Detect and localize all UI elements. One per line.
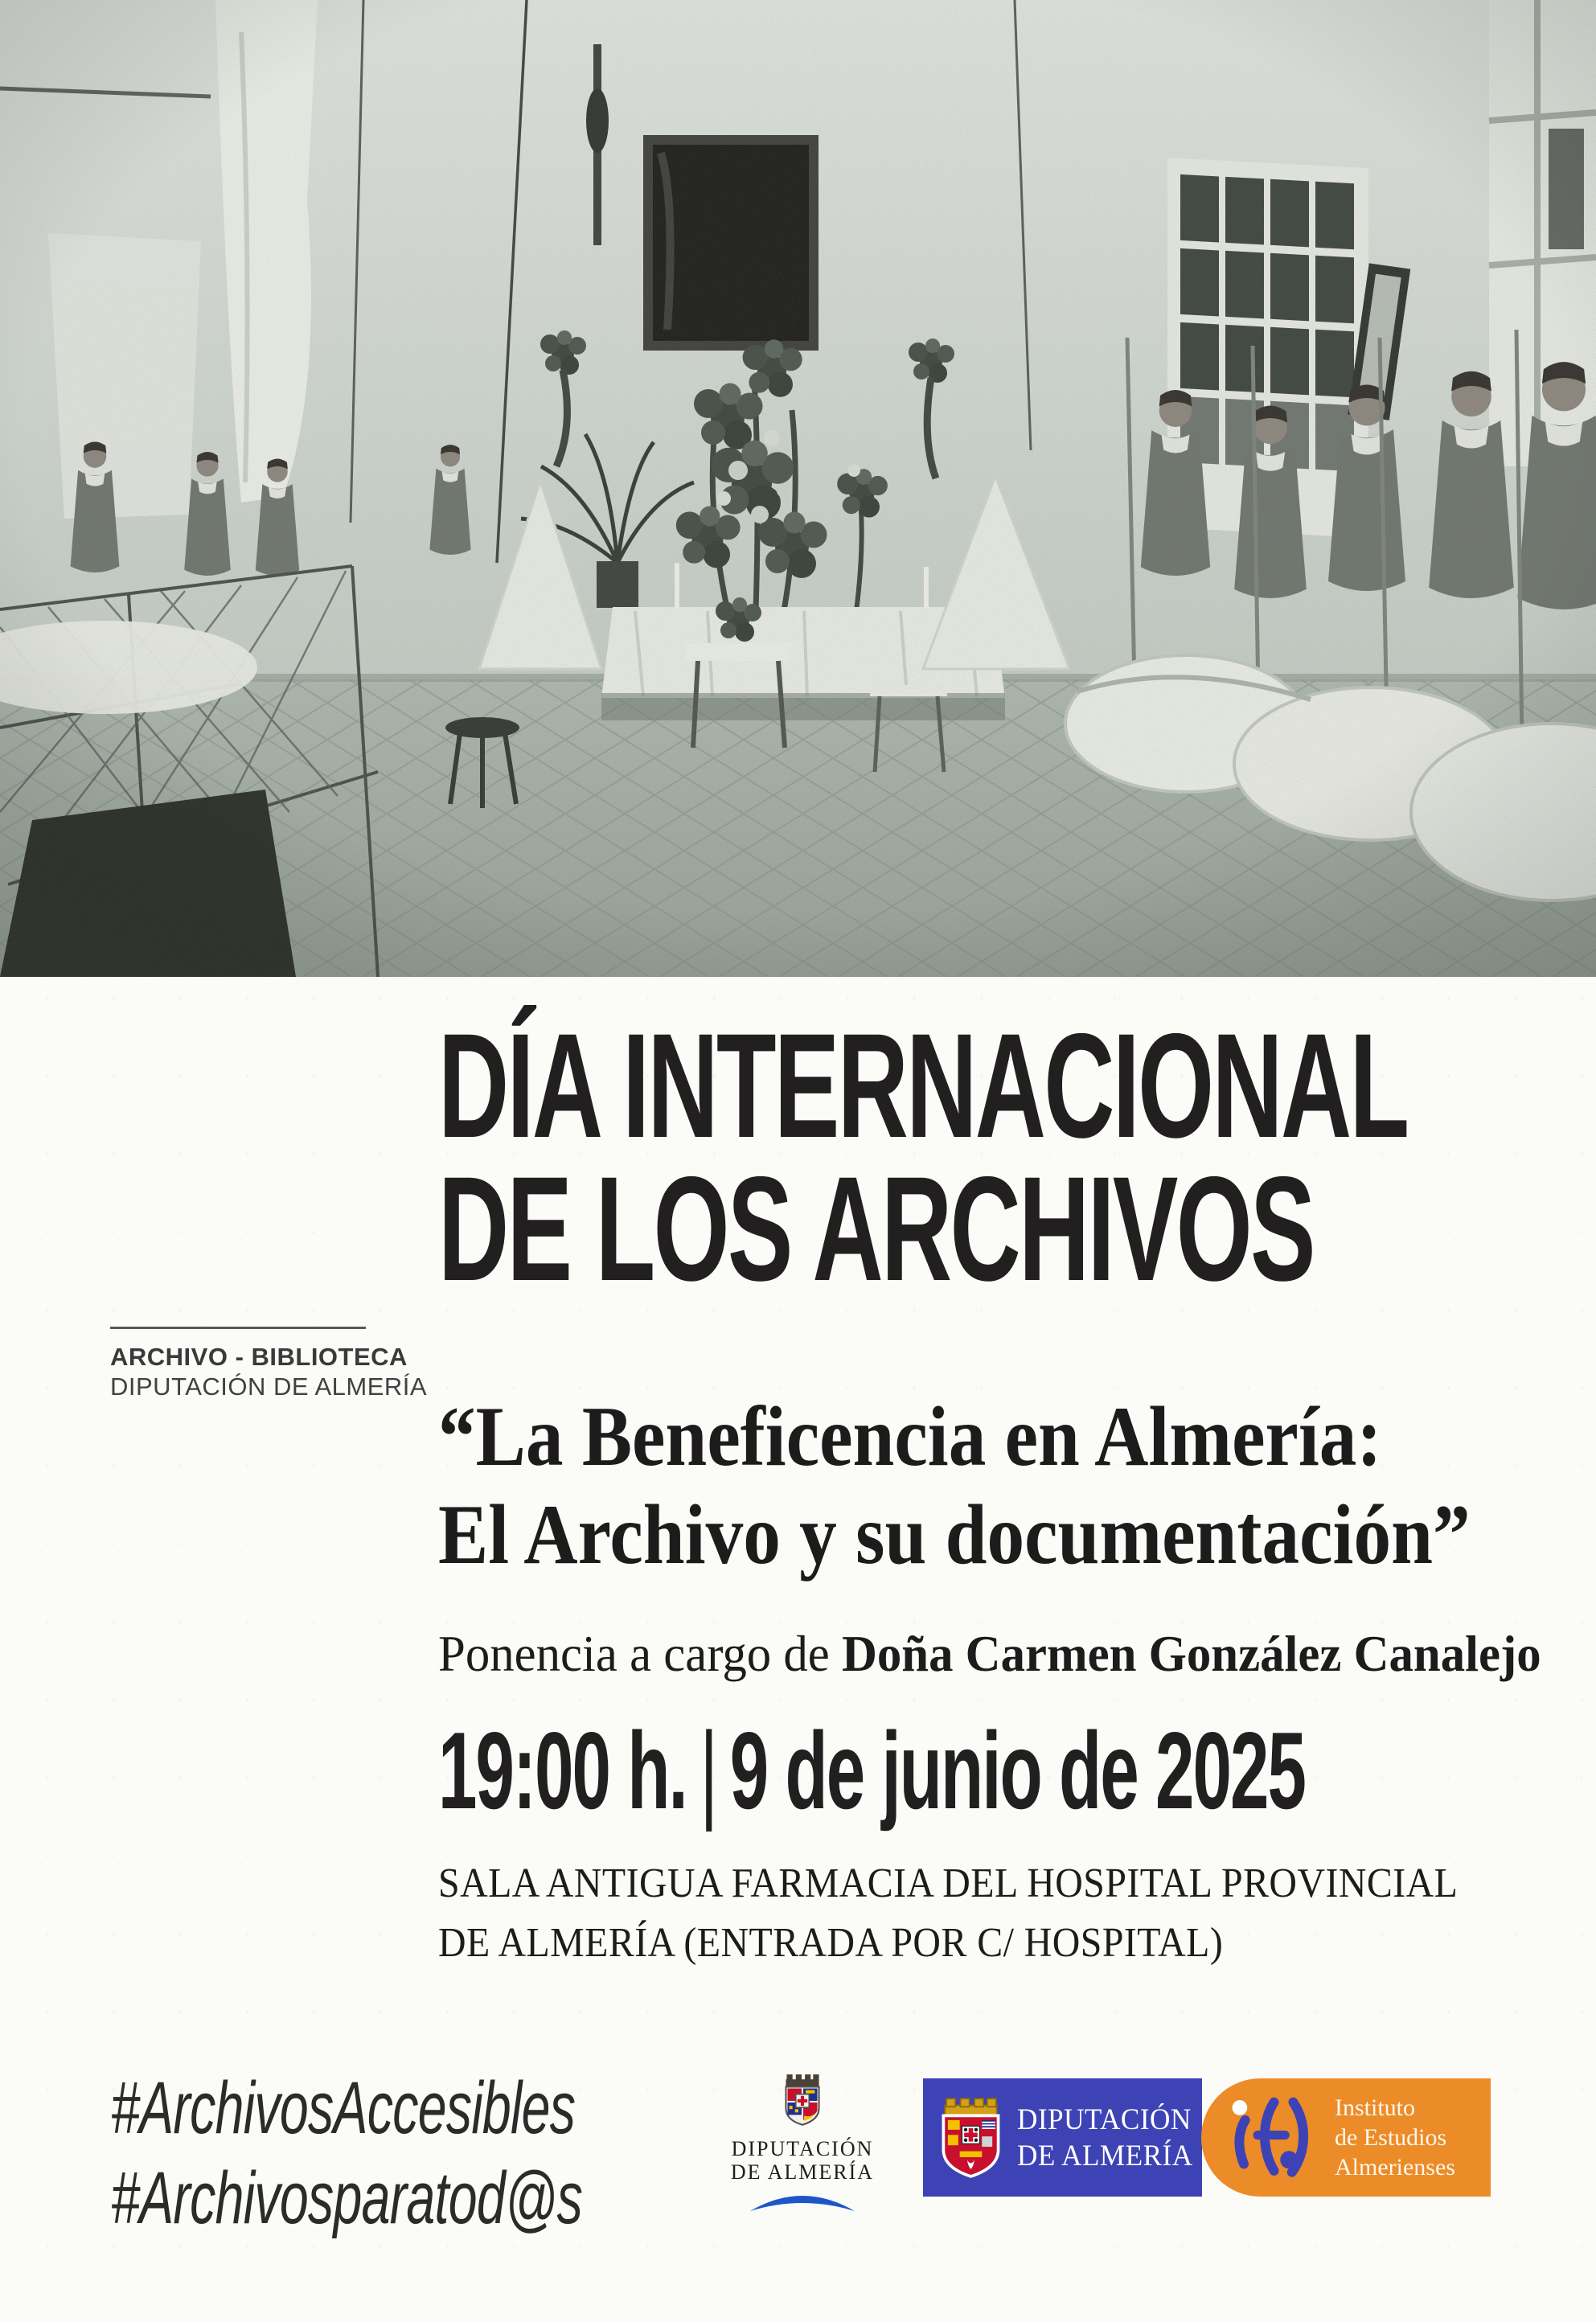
iea-ie-mark-icon [1221,2093,1323,2183]
lecture-title [438,1388,1471,1584]
lecture-title-line-2: El Archivo y su documentación” [438,1487,1471,1582]
hospital-ward-illustration [0,0,1596,977]
hero-photo [0,0,1596,977]
speaker-line [438,1624,1541,1684]
seal-swoosh-icon [750,2192,855,2211]
datetime-separator: | [700,1709,717,1832]
diputacion-shield-icon [779,2073,826,2132]
event-date: 9 de junio de 2025 [729,1709,1305,1832]
diputacion-seal-logo [726,2073,879,2211]
banner-orange-line-1: Instituto [1335,2094,1416,2121]
speaker-name: Doña Carmen González Canalejo [841,1625,1541,1682]
speaker-prefix: Ponencia a cargo de [438,1625,842,1682]
banner-blue-line-2: DE ALMERÍA [1016,2139,1193,2172]
banner-blue-line-1: DIPUTACIÓN [1016,2103,1192,2136]
diputacion-banner-logo [923,2078,1202,2197]
diputacion-shield-color-icon [937,2094,1004,2182]
lecture-title-line-1: “La Beneficencia en Almería: [438,1389,1382,1483]
title-line-2: DE LOS ARCHIVOS [438,1147,1314,1312]
banner-orange-line-3: Almerienses [1335,2154,1455,2180]
venue-line-2: DE ALMERÍA (ENTRADA POR C/ HOSPITAL) [438,1920,1224,1966]
page-title [438,1003,1408,1312]
seal-text-line-2: DE ALMERÍA [730,2160,875,2184]
issuer-label [110,1327,428,1401]
title-line-1: DÍA INTERNACIONAL [438,1003,1408,1169]
hashtag-accesibles: #ArchivosAccesibles [111,2067,576,2149]
venue-line-1: SALA ANTIGUA FARMACIA DEL HOSPITAL PROVINCIAL [438,1860,1459,1906]
issuer-line-2: DIPUTACIÓN DE ALMERÍA [110,1372,428,1401]
datetime-line [438,1709,1305,1832]
iea-banner-logo [1201,2078,1491,2197]
seal-text-line-1: DIPUTACIÓN [731,2137,874,2160]
issuer-line-1: ARCHIVO - BIBLIOTECA [110,1343,408,1371]
event-time: 19:00 h. [438,1709,687,1832]
venue-block [438,1854,1458,1973]
banner-orange-line-2: de Estudios [1335,2124,1447,2151]
hashtag-paratodos: #Archivosparatod@s [111,2157,583,2239]
hashtags-block [111,2063,582,2243]
